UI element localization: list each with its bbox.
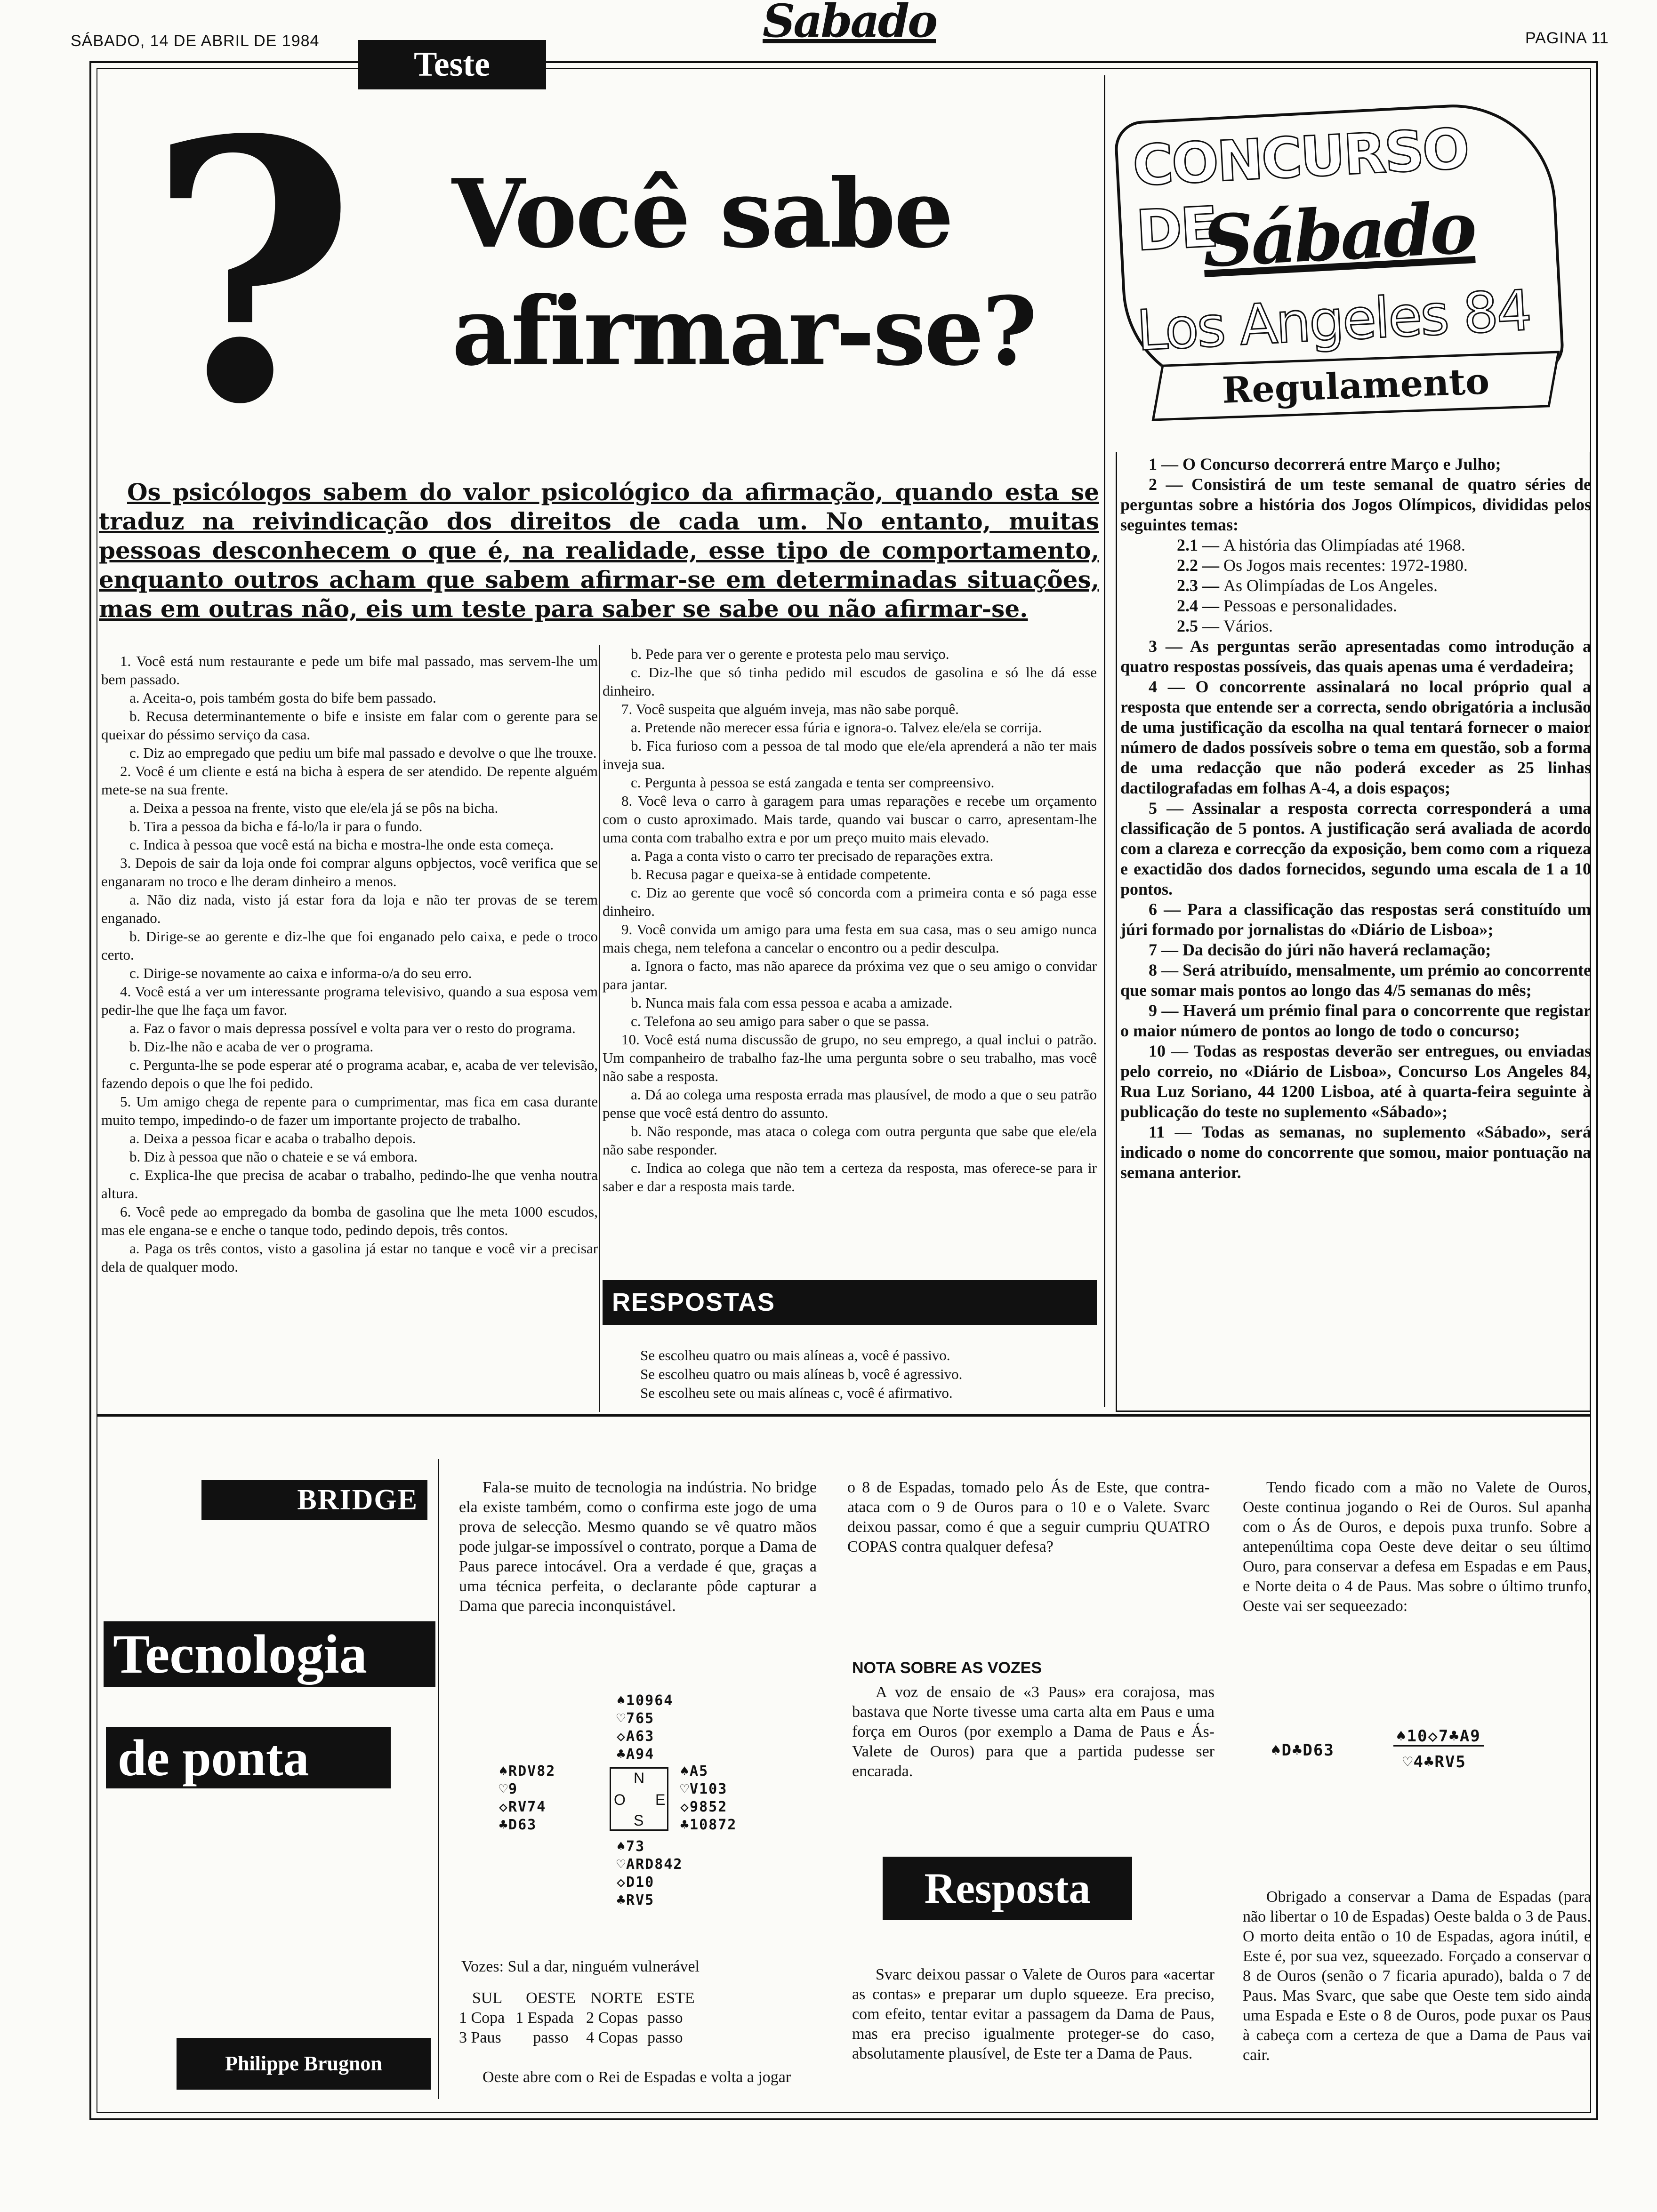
rule-item: 7 — Da decisão do júri não haverá reclamação; (1149, 940, 1491, 959)
theme-number: 2.1 — (1177, 536, 1219, 554)
hand-suit: ♡765 (617, 1710, 655, 1727)
hand-suit: ♣A94 (617, 1746, 655, 1763)
hand-east (680, 1763, 737, 1834)
resposta-text-2: Obrigado a conservar a Dama de Espadas (para não libertar o 10 de Espadas) Oeste balda o 3 de Paus. O morto deita então o 10 de Espadas, agora inútil, e Este é, por sua vez, squeezado. Forçado a conservar o 8 de Ouros (senão o 7 ficaria apurado), balda o 7 de Paus. Mas Svarc, que sabe que Oeste tem sido ainda uma Espada e Este o 8 de Ouros, pode puxar os Paus à cabeça com a certeza de que a Dama de Paus vai cair. (1243, 1888, 1591, 2064)
column-divider (599, 645, 600, 1412)
headline-line2: afirmar-se? (452, 276, 1036, 387)
question-item: 2. Você é um cliente e está na bicha à espera de ser atendido. De repente alguém mete-se na sua frente. (101, 763, 598, 798)
question-item: 9. Você convida um amigo para uma festa em sua casa, mas o seu amigo nunca mais chega, nem telefona a cancelar o encontro ou a pedir desculpa. (603, 921, 1097, 956)
regulamento-title: Regulamento (1221, 360, 1490, 411)
compass-south: S (634, 1812, 644, 1829)
answer-option: b. Nunca mais fala com essa pessoa e acaba a amizade. (631, 994, 953, 1011)
question-item: 7. Você suspeita que alguém inveja, mas não sabe porquê. (621, 701, 959, 717)
bridge-col2-text: o 8 de Espadas, tomado pelo Ás de Este, que contra-ataca com o 9 de Ouros para o 10 e o Valete. Svarc deixou passar, como é que a seguir cumpriu QUATRO COPAS contra qualquer defesa? (847, 1479, 1210, 1555)
end-position-top: ♠10◇7♣A9 (1393, 1727, 1484, 1747)
resposta-a: Se escolheu quatro ou mais alíneas a, você é passivo. (640, 1347, 950, 1363)
answer-option: c. Diz-lhe que só tinha pedido mil escudos de gasolina e só lhe dá esse dinheiro. (603, 664, 1097, 699)
answer-option: b. Recusa determinantemente o bife e insiste em falar com o gerente para se queixar do péssimo serviço da casa. (101, 708, 598, 743)
question-item: 1. Você está num restaurante e pede um bife mal passado, mas servem-lhe um bem passado. (101, 653, 598, 688)
rule-item: 5 — Assinalar a resposta correcta corresponderá a uma classificação de 5 pontos. A justificação será avaliada de acordo com a clareza e correcção da exposição, bem como com a riqueza e exactidão dos dados fornecidos, segundo uma escala de 1 a 10 pontos. (1120, 799, 1591, 898)
concurso-logo-line3: Los Angeles 84 (1135, 278, 1532, 363)
answer-option: c. Indica à pessoa que você está na bicha e mostra-lhe onde esta começa. (129, 836, 554, 853)
answer-option: b. Diz à pessoa que não o chateie e se vá embora. (129, 1148, 418, 1165)
bidding-row: 1 Copa 1 Espada 2 Copas passo (459, 2009, 683, 2027)
resposta-c: Se escolheu sete ou mais alíneas c, você é afirmativo. (640, 1385, 953, 1401)
answer-option: b. Fica furioso com a pessoa de tal modo que ele/ela aprenderá a não ter mais inveja sua. (603, 737, 1097, 772)
answer-option: c. Diz ao gerente que você só concorda com a primeira conta e só paga esse dinheiro. (603, 884, 1097, 919)
rule-item: 4 — O concorrente assinalará no local próprio qual a resposta que entende ser a correcta, sendo obrigatória a inclusão de uma justificação da escolha na qual tentará fornecer o maior número de dados possíveis sobre o tema em questão, sob a forma de uma redacção que não poderá exceder as 25 linhas dactilografadas em folhas A-4, a dois espaços; (1120, 677, 1591, 797)
respostas-header: RESPOSTAS (603, 1280, 1097, 1325)
answer-option: c. Explica-lhe que precisa de acabar o trabalho, pedindo-lhe que venha noutra altura. (101, 1167, 598, 1202)
answer-option: c. Pergunta à pessoa se está zangada e tenta ser compreensivo. (631, 774, 995, 791)
answer-option: b. Não responde, mas ataca o colega com outra pergunta que sabe que ele/ela não sabe responder. (603, 1123, 1097, 1158)
rule-item: 11 — Todas as semanas, no suplemento «Sábado», será indicado o nome do concorrente que somou, maior pontuação na semana anterior. (1120, 1122, 1591, 1182)
hand-suit: ◇A63 (617, 1728, 655, 1745)
hand-west (499, 1763, 555, 1834)
answer-option: a. Aceita-o, pois também gosta do bife bem passado. (129, 689, 436, 706)
answer-option: a. Faz o favor o mais depressa possível e volta para ver o resto do programa. (129, 1020, 576, 1036)
hand-suit: ♡9 (499, 1781, 518, 1797)
hand-suit: ♣D63 (499, 1817, 537, 1833)
resposta-b: Se escolheu quatro ou mais alíneas b, você é agressivo. (640, 1366, 963, 1382)
answer-option: b. Recusa pagar e queixa-se à entidade competente. (631, 866, 931, 882)
answer-option: c. Indica ao colega que não tem a certeza da resposta, mas oferece-se para ir saber e dar a resposta mais tarde. (603, 1160, 1097, 1194)
page-number: PAGINA 11 (1525, 29, 1609, 47)
hand-suit: ♠A5 (680, 1763, 709, 1779)
answer-option: b. Dirige-se ao gerente e diz-lhe que foi enganado pelo caixa, e pede o troco certo. (101, 928, 598, 963)
rule-item: 8 — Será atribuído, mensalmente, um prémio ao concorrente que somar mais pontos ao longo das 4/5 semanas do mês; (1120, 961, 1591, 1000)
bidding-row: 3 Paus passo 4 Copas passo (459, 2029, 683, 2046)
bridge-author: Philippe Brugnon (177, 2038, 431, 2090)
answer-option: a. Pretende não merecer essa fúria e ignora-o. Talvez ele/ela se corrija. (631, 719, 1042, 736)
theme-text: Vários. (1223, 617, 1273, 635)
answer-option: a. Ignora o facto, mas não aparece da próxima vez que o seu amigo o convidar para jantar. (603, 958, 1097, 993)
compass-east: E (655, 1791, 666, 1808)
nota-title: NOTA SOBRE AS VOZES (852, 1659, 1042, 1677)
resposta-header: Resposta (883, 1857, 1132, 1920)
end-position-left: ♠D♣D63 (1271, 1741, 1335, 1760)
rules-box (1116, 452, 1591, 1412)
question-item: 8. Você leva o carro à garagem para umas reparações e recebe um orçamento com o custo aproximado. Mais tarde, quando vai buscar o carro, apresentam-lhe uma conta com trabalho extra e por um preço muito mais elevado. (603, 793, 1097, 846)
theme-text: Pessoas e personalidades. (1223, 596, 1397, 615)
answer-option: c. Telefona ao seu amigo para saber o que se passa. (631, 1013, 930, 1029)
end-position-bottom: ♡4♣RV5 (1403, 1753, 1466, 1771)
answer-option: b. Diz-lhe não e acaba de ver o programa. (129, 1038, 374, 1055)
hand-suit: ♡V103 (680, 1781, 728, 1797)
rule-item: 3 — As perguntas serão apresentadas como introdução a quatro respostas possíveis, das quais apenas uma é verdadeira; (1120, 637, 1591, 676)
compass-west: O (614, 1791, 626, 1808)
section-divider-vertical (1104, 75, 1105, 1407)
answer-option: a. Deixa a pessoa na frente, visto que ele/ela já se pôs na bicha. (129, 800, 499, 816)
opening-lead: Oeste abre com o Rei de Espadas e volta a jogar (483, 2068, 791, 2086)
hand-suit: ◇9852 (680, 1799, 728, 1815)
answer-option: c. Dirige-se novamente ao caixa e informa-o/a do seu erro. (129, 965, 472, 981)
theme-text: As Olimpíadas de Los Angeles. (1223, 576, 1438, 595)
compass-box (610, 1767, 668, 1831)
hand-suit: ♠10964 (617, 1692, 674, 1709)
question-column-1 (101, 652, 598, 1276)
question-item: 3. Depois de sair da loja onde foi comprar alguns opbjectos, você verifica que se enganaram no troco e lhe deram dinheiro a menos. (101, 855, 598, 890)
nota-text: A voz de ensaio de «3 Paus» era corajosa, mas bastava que Norte tivesse uma carta alta em Paus e uma força em Ouros (por exemplo a Dama de Paus e Ás-Valete de Ouros) para que a partida pudesse ser encarada. (852, 1683, 1215, 1780)
theme-text: A história das Olimpíadas até 1968. (1223, 536, 1465, 554)
rule-item: 10 — Todas as respostas deverão ser entregues, ou enviadas pelo correio, no «Diário de Lisboa», Concurso Los Angeles 84, Rua Luz Soriano, 44 1200 Lisboa, até à quarta-feira seguinte à publicação do teste no suplemento «Sábado»; (1120, 1042, 1591, 1121)
resposta-text-1: Svarc deixou passar o Valete de Ouros para «acertar as contas» e preparar um duplo squeeze. Era preciso, com efeito, tentar evitar a passagem da Dama de Paus, mas era preciso igualmente proteger-se do caso, absolutamente plausível, de Este ter a Dama de Paus. (852, 1966, 1215, 2062)
compass-north: N (634, 1770, 645, 1787)
bidding-header: SUL OESTE NORTE ESTE (472, 1989, 695, 2007)
hand-suit: ♠RDV82 (499, 1763, 556, 1779)
hand-suit: ♠73 (617, 1838, 645, 1855)
hand-suit: ♣10872 (680, 1817, 737, 1833)
section-tag-bridge: BRIDGE (201, 1480, 427, 1520)
theme-number: 2.2 — (1177, 556, 1219, 575)
rule-item: 6 — Para a classificação das respostas será constituído um júri formado por jornalistas do «Diário de Lisboa»; (1120, 900, 1591, 939)
hand-south (617, 1838, 683, 1909)
answer-option: a. Não diz nada, visto já estar fora da loja e não ter provas de se terem enganado. (101, 891, 598, 926)
bridge-divider (438, 1459, 439, 2099)
answer-option: b. Pede para ver o gerente e protesta pelo mau serviço. (631, 646, 949, 662)
question-item: 4. Você está a ver um interessante programa televisivo, quando a sua esposa vem pedir-lhe que lhe faça um favor. (101, 983, 598, 1018)
headline-line1: Você sabe (452, 159, 952, 269)
masthead-logo: Sabado (763, 0, 936, 48)
concurso-logo (1113, 99, 1565, 395)
rule-item: 1 — O Concurso decorrerá entre Março e Julho; (1149, 455, 1501, 473)
question-item: 6. Você pede ao empregado da bomba de gasolina que lhe meta 1000 escudos, mas ele engana-se e enche o tanque todo, pedindo depois, três contos. (101, 1203, 598, 1238)
answer-option: a. Dá ao colega uma resposta errada mas plausível, de modo a que o seu patrão pense que você está dentro do assunto. (603, 1086, 1097, 1121)
theme-number: 2.3 — (1177, 576, 1219, 595)
section-divider-horizontal (97, 1414, 1591, 1417)
hand-north (617, 1692, 673, 1763)
hand-suit: ◇D10 (617, 1874, 655, 1891)
question-item: 5. Um amigo chega de repente para o cumprimentar, mas fica em casa durante muito tempo, impedindo-o de fazer um importante projecto de trabalho. (101, 1093, 598, 1128)
bridge-title-line1: Tecnologia (104, 1621, 435, 1687)
bridge-intro: Fala-se muito de tecnologia na indústria. No bridge ela existe também, como o confirma este jogo de uma prova de selecção. Mesmo quando se vê quatro mãos pode julgar-se impossível o contrato, porque a Dama de Paus parece intocável. Ora a verdade é que, graças a uma técnica perfeita, o declarante pôde capturar a Dama que parecia inconquistável. (459, 1479, 817, 1615)
answer-option: a. Paga os três contos, visto a gasolina já estar no tanque e você vir a precisar dela de qualquer modo. (101, 1240, 598, 1275)
issue-date: SÁBADO, 14 DE ABRIL DE 1984 (71, 32, 320, 50)
bridge-title-line2: de ponta (106, 1727, 391, 1788)
rule-item: 9 — Haverá um prémio final para o concorrente que registar o maior número de pontos ao longo de todo o concurso; (1120, 1001, 1591, 1040)
section-tag-teste: Teste (358, 40, 546, 89)
question-column-2 (603, 645, 1097, 1195)
question-mark-graphic: ? (147, 63, 357, 483)
respostas-list (640, 1346, 1092, 1403)
concurso-logo-line1: CONCURSO DE (1131, 116, 1470, 264)
question-item: 10. Você está numa discussão de grupo, no seu emprego, a qual inclui o patrão. Um companheiro de trabalho faz-lhe uma pergunta sobre o seu trabalho, mas você não sabe a resposta. (603, 1031, 1097, 1084)
bidding-table (459, 1988, 704, 2048)
answer-option: a. Deixa a pessoa ficar e acaba o trabalho depois. (129, 1130, 416, 1146)
hand-suit: ♡ARD842 (617, 1856, 683, 1873)
theme-number: 2.4 — (1177, 596, 1219, 615)
hand-suit: ◇RV74 (499, 1799, 547, 1815)
vozes-title: Vozes: Sul a dar, ninguém vulnerável (461, 1958, 700, 1975)
answer-option: a. Paga a conta visto o carro ter precisado de reparações extra. (631, 848, 994, 864)
bridge-col3-text: Tendo ficado com a mão no Valete de Ouros, Oeste continua jogando o Rei de Ouros. Sul apanha com o Ás de Ouros, e depois puxa trunfo. Sobre a antepenúltima copa Oeste deve deitar o seu último Ouro, para conservar a defesa em Espadas e em Paus, e Norte deita o 4 de Paus. Mas sobre o último trunfo, Oeste vai ser sequeezado: (1243, 1479, 1591, 1615)
answer-option: b. Tira a pessoa da bicha e fá-lo/la ir para o fundo. (129, 818, 423, 834)
hand-suit: ♣RV5 (617, 1892, 655, 1908)
theme-text: Os Jogos mais recentes: 1972-1980. (1223, 556, 1468, 575)
theme-number: 2.5 — (1177, 617, 1219, 635)
intro-paragraph: Os psicólogos sabem do valor psicológico da afirmação, quando esta se traduz na reivindicação dos direitos de cada um. No entanto, muitas pessoas desconhecem o que é, na realidade, esse tipo de comportamento, enquanto outros acham que sabem afirmar-se em determinadas situações, mas em outras não, eis um teste para saber se sabe ou não afirmar-se. (99, 478, 1099, 623)
rule-item: 2 — Consistirá de um teste semanal de quatro séries de perguntas sobre a história dos Jogos Olímpicos, divididas pelos seguintes temas: (1120, 475, 1591, 534)
concurso-logo-line2: Sábado (1200, 186, 1476, 284)
answer-option: c. Diz ao empregado que pediu um bife mal passado e devolve o que lhe trouxe. (129, 745, 597, 761)
answer-option: c. Pergunta-lhe se pode esperar até o programa acabar, e, acaba de ver televisão, fazendo depois o que lhe foi pedido. (101, 1057, 598, 1091)
